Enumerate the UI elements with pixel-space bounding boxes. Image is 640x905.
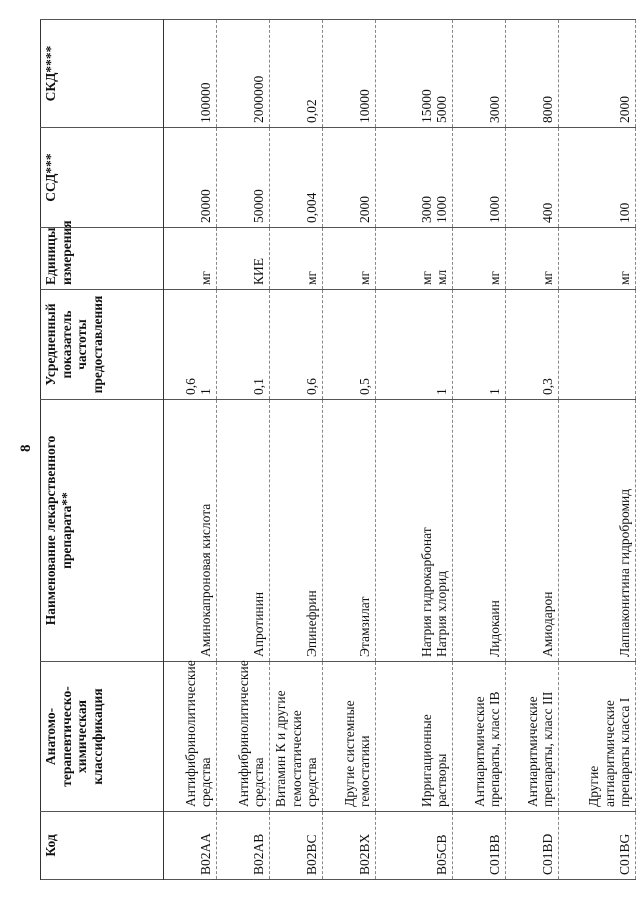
cell-skd: 8000 [506,20,559,128]
table-row [217,20,270,880]
table-row [164,20,217,880]
cell-ssd: 20000 [164,128,217,228]
cell-code: C01BB [453,812,506,880]
cell-ssd: 0,004 [270,128,323,228]
cell-freq: 1 [453,290,506,400]
header-ssd: ССД*** [41,128,164,228]
cell-drug: Эпинефрин [270,400,323,662]
cell-units: мг [270,228,323,290]
cell-freq: 0,6 [270,290,323,400]
header-code: Код [41,812,164,880]
cell-skd [376,20,453,128]
drug-name-1: Натрия гидрокарбонат [418,527,434,657]
table-row [506,20,559,880]
units-1: мг [418,270,434,285]
cell-units [376,228,453,290]
cell-skd: 100000 [164,20,217,128]
table-row [323,20,376,880]
cell-code: C01BG [559,812,636,880]
cell-skd: 3000 [453,20,506,128]
header-row [41,20,164,880]
cell-class: Антиаритмические препараты, класс IB [453,662,506,812]
cell-skd: 10000 [323,20,376,128]
cell-ssd: 400 [506,128,559,228]
cell-code: B02BC [270,812,323,880]
cell-units: мг [323,228,376,290]
cell-units: мг [559,228,636,290]
header-freq: Усредненный показатель частоты предоставления [41,290,164,400]
cell-code: B02AB [217,812,270,880]
cell-drug: Аминокапроновая кислота [164,400,217,662]
table-row [559,20,636,880]
cell-code: C01BD [506,812,559,880]
cell-units: КИЕ [217,228,270,290]
skd-1: 15000 [418,89,434,123]
cell-units: мг [506,228,559,290]
cell-ssd: 1000 [453,128,506,228]
cell-class: Антифибринолитические средства [164,662,217,812]
cell-drug: Лидокаин [453,400,506,662]
header-drug: Наименование лекарственного препарата** [41,400,164,662]
cell-class: Другие антиаритмические препараты класса I [559,662,636,812]
cell-class: Ирригационные растворы [376,662,453,812]
cell-drug: Лаппаконитина гидробромид [559,400,636,662]
cell-freq: 0,1 [217,290,270,400]
cell-class: Антиаритмические препараты, класс III [506,662,559,812]
cell-freq: 0,5 [323,290,376,400]
page-number: 8 [18,444,34,452]
freq-value-2: 1 [198,388,214,395]
cell-code: B02BX [323,812,376,880]
header-units: Единицы измерения [41,228,164,290]
cell-units: мг [164,228,217,290]
cell-drug: Амиодарон [506,400,559,662]
rotated-table-container [40,20,633,880]
cell-freq [559,290,636,400]
cell-code: B05CB [376,812,453,880]
cell-class: Другие системные гемостатики [323,662,376,812]
cell-class: Антифибринолитические средства [217,662,270,812]
ssd-1: 3000 [418,196,434,223]
table-row [270,20,323,880]
freq-value: 0,6 [182,378,198,395]
table-row [453,20,506,880]
cell-skd: 2000 [559,20,636,128]
drug-table [40,19,636,880]
skd-2: 5000 [434,96,450,123]
cell-drug: Апротинин [217,400,270,662]
cell-units: мг [453,228,506,290]
cell-drug [376,400,453,662]
cell-code: B02AA [164,812,217,880]
table-row [376,20,453,880]
cell-ssd: 2000 [323,128,376,228]
header-class: Анатомо-терапевтическо-химическая классификация [41,662,164,812]
cell-ssd [376,128,453,228]
cell-skd: 2000000 [217,20,270,128]
cell-freq [164,290,217,400]
cell-ssd: 100 [559,128,636,228]
cell-skd: 0,02 [270,20,323,128]
drug-name-2: Натрия хлорид [434,570,450,657]
cell-class: Витамин К и другие гемостатические средства [270,662,323,812]
cell-drug: Этамзилат [323,400,376,662]
cell-ssd: 50000 [217,128,270,228]
units-2: мл [434,269,450,285]
cell-freq: 0,3 [506,290,559,400]
header-skd: СКД**** [41,20,164,128]
cell-freq: 1 [376,290,453,400]
ssd-2: 1000 [434,196,450,223]
